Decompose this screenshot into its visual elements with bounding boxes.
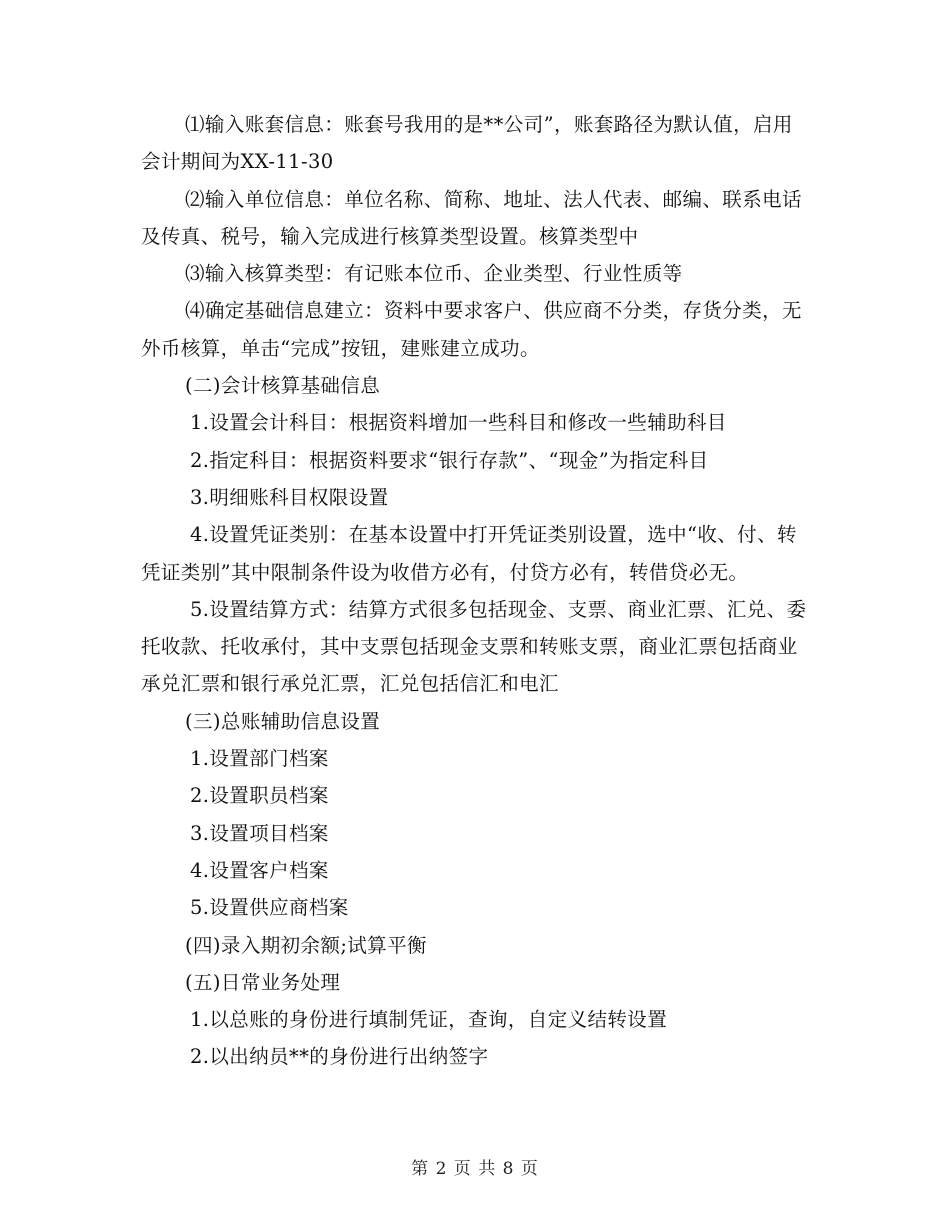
list-item: 1.设置会计科目：根据资料增加一些科目和修改一些辅助科目 xyxy=(190,411,727,435)
page-number-footer: 第 2 页 共 8 页 xyxy=(411,1159,539,1179)
list-item: 3.明细账科目权限设置 xyxy=(190,485,389,509)
section-heading-3: (三)总账辅助信息设置 xyxy=(185,709,381,733)
section-heading-4: (四)录入期初余额;试算平衡 xyxy=(185,933,427,957)
list-item: 4.设置凭证类别：在基本设置中打开凭证类别设置，选中“收、付、转凭证类别”其中限制条件设为收借方必有，付贷方必有，转借贷必无。 xyxy=(141,523,797,584)
paragraph-unit-info: ⑵输入单位信息：单位名称、简称、地址、法人代表、邮编、联系电话及传真、税号，输入完成进行核算类型设置。核算类型中 xyxy=(141,187,802,248)
list-item: 4.设置客户档案 xyxy=(190,858,329,882)
list-item: 3.设置项目档案 xyxy=(190,821,329,845)
list-item: 5.设置供应商档案 xyxy=(190,896,349,920)
paragraph-accounting-type: ⑶输入核算类型：有记账本位币、企业类型、行业性质等 xyxy=(185,262,683,286)
section-heading-2: (二)会计核算基础信息 xyxy=(185,374,381,398)
paragraph-confirm-basic-info: ⑷确定基础信息建立：资料中要求客户、供应商不分类，存货分类，无外币核算，单击“完成”按钮，建账建立成功。 xyxy=(141,299,802,360)
list-item: 2.指定科目：根据资料要求“银行存款”、“现金”为指定科目 xyxy=(190,448,709,472)
list-item: 2.以出纳员**的身份进行出纳签字 xyxy=(190,1045,489,1069)
paragraph-account-set-info: ⑴输入账套信息：账套号我用的是**公司”，账套路径为默认值，启用会计期间为XX-11-30 xyxy=(141,113,793,174)
list-item: 2.设置职员档案 xyxy=(190,784,329,808)
list-item: 1.设置部门档案 xyxy=(190,747,329,771)
document-body xyxy=(141,106,811,1076)
list-item: 1.以总账的身份进行填制凭证，查询，自定义结转设置 xyxy=(190,1008,668,1032)
section-heading-5: (五)日常业务处理 xyxy=(185,970,341,994)
list-item: 5.设置结算方式：结算方式很多包括现金、支票、商业汇票、汇兑、委托收款、托收承付，其中支票包括现金支票和转账支票，商业汇票包括商业承兑汇票和银行承兑汇票，汇兑包括信汇和电汇 xyxy=(141,597,807,696)
